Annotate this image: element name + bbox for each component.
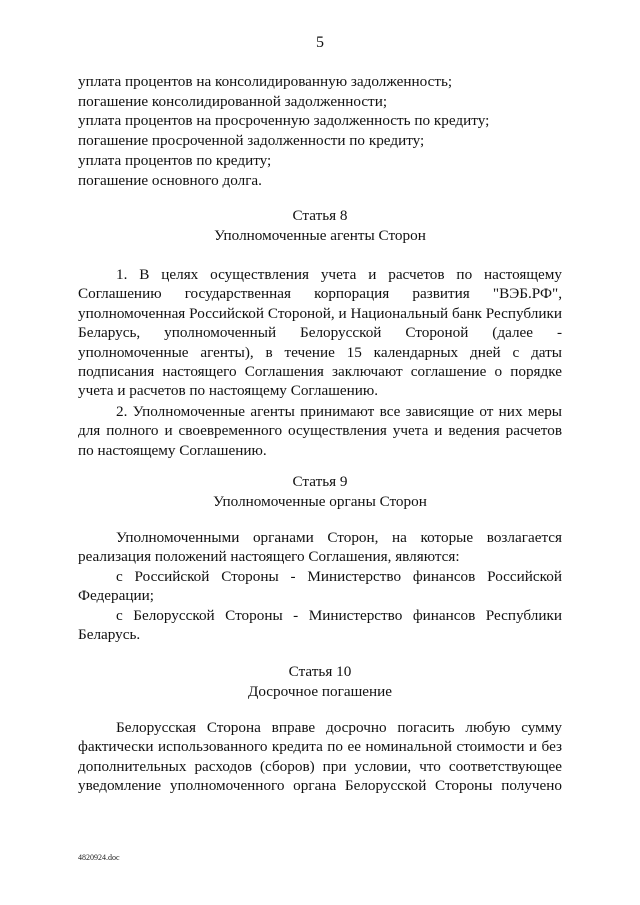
article-heading: Статья 10	[288, 663, 352, 680]
repayment-order-list	[78, 72, 562, 190]
article-8-paragraph-1: 1. В целях осуществления учета и расчетов по настоящему Соглашению государственная корпорация развития "ВЭБ.РФ", уполномоченная Российской Стороной, и Национальный банк Республики Беларусь, уполномоченный Белорусской Стороной (далее - уполномоченные агенты), в течение 15 календарных дней с даты подписания настоящего Соглашения заключают соглашение о порядке учета и расчетов по настоящему Соглашению.	[78, 266, 562, 400]
article-9-paragraph-3: с Белорусской Стороны - Министерство финансов Республики Беларусь.	[78, 607, 562, 644]
article-title: Уполномоченные агенты Сторон	[214, 226, 426, 244]
article-9-paragraph-2: с Российской Стороны - Министерство финансов Российской Федерации;	[78, 568, 562, 605]
article-title: Досрочное погашение	[247, 682, 393, 700]
list-item: уплата процентов на консолидированную задолженность;	[78, 73, 453, 90]
article-10	[78, 662, 562, 701]
list-item: погашение просроченной задолженности по кредиту;	[78, 132, 425, 150]
file-name-footer: 4820924.doc	[78, 853, 120, 862]
list-item: погашение консолидированной задолженности;	[78, 92, 388, 110]
article-9-paragraph-1: Уполномоченными органами Сторон, на которые возлагается реализация положений настоящего Соглашения, являются:	[78, 529, 562, 566]
article-8	[78, 206, 562, 245]
article-9	[78, 472, 562, 511]
article-10-paragraph-1: Белорусская Сторона вправе досрочно погасить любую сумму фактически использованного кредита по ее номинальной стоимости и без дополнительных расходов (сборов) при условии, что соответствующее уведомление уполномоченного органа Белорусской Стороны получено	[78, 719, 562, 795]
list-item: погашение основного долга.	[78, 171, 262, 189]
article-heading: Статья 8	[292, 207, 348, 224]
list-item: уплата процентов по кредиту;	[78, 151, 272, 169]
page-number: 5	[316, 34, 324, 51]
list-item: уплата процентов на просроченную задолженность по кредиту;	[78, 112, 490, 130]
article-heading: Статья 9	[292, 473, 348, 490]
article-8-paragraph-2: 2. Уполномоченные агенты принимают все зависящие от них меры для полного и своевременного осуществления учета и ведения расчетов по настоящему Соглашению.	[78, 403, 562, 459]
article-title: Уполномоченные органы Сторон	[213, 492, 427, 510]
